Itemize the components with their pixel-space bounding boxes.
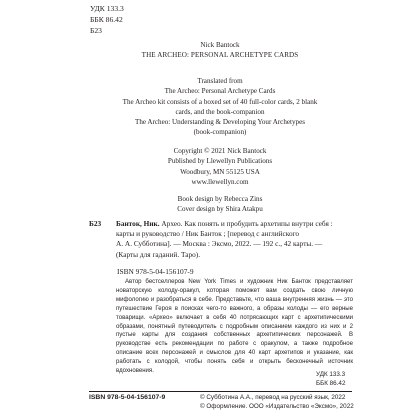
translation-note-line: The Archeo kit consists of a boxed set of 40 full-color cards, 2 blank <box>122 97 318 106</box>
original-title: THE ARCHEO: PERSONAL ARCHETYPE CARDS <box>141 51 299 60</box>
translation-note-line: cards, and the book-companion <box>175 107 265 116</box>
annotation <box>116 278 353 376</box>
footer-bbk: ББК 86.42 <box>316 379 346 387</box>
translation-note-line: The Archeo: Understanding & Developing Your Archetypes <box>134 118 306 127</box>
translation-copyright: © Субботина А.А., перевод на русский язык, 2022 <box>200 394 346 401</box>
translation-note-line: Translated from <box>197 77 243 85</box>
catalog-line: (Карты для гаданий. Таро). <box>116 249 201 259</box>
catalog-line: Археo. Как понять и пробудить архетипы внутри себя : <box>159 219 333 228</box>
catalog-code: Б23 <box>89 219 102 228</box>
website-line: www.llewellyn.com <box>191 177 249 186</box>
design-credits <box>90 194 350 215</box>
copyright-block <box>90 146 350 187</box>
design-copyright: © Оформление. ООО «Издательство «Эксмо», 2022 <box>200 402 354 410</box>
translation-notes <box>90 76 350 138</box>
address-line: Woodbury, MN 55125 USA <box>180 167 260 176</box>
classification-block <box>90 4 124 36</box>
translation-note-line: The Archeo: Personal Archetype Cards <box>164 87 276 96</box>
udk-code: УДК 133.3 <box>90 4 124 13</box>
footer-udk: УДК 133.3 <box>316 371 346 378</box>
catalog-line: карты и руководство / Ник Банток ; [перевод с английского <box>116 229 300 239</box>
annotation-text: Автор бестселлеров New York Times и художник Ник Банток представляет новаторскую колоду-оракул, которая поможет вам создать свою личную мифологию и разобраться в себе. Представьте, что ваша внутренняя жизнь — это путешествие Героя в поисках чего-то важного, а образы колоды — его верные товарищи. «Архео» включает в себя 40 потрясающих карт с архетипическими образами, понятный путеводитель с подробным описанием каждого из них и 2 пустые карты для создания собственных архетипических персонажей. В руководстве есть рекомендации по работе с оракулом, а также подробное описание всех персонажей и смыслов для 40 карт архетипов и указание, как работать с колодой, чтобы понять себя и открыть бесконечный источник вдохновения. <box>116 279 353 375</box>
footer-copyright <box>200 394 354 411</box>
copyright-line: Copyright © 2021 Nick Bantock <box>173 147 267 155</box>
catalog-author: Банток, Ник. <box>116 219 160 228</box>
footer-isbn: ISBN 978-5-04-156107-9 <box>89 394 166 401</box>
book-design-credit: Book design by Rebecca Zins <box>177 195 263 203</box>
bbk-code: ББК 86.42 <box>90 14 123 24</box>
author-sign: Б23 <box>90 25 102 35</box>
original-title-block <box>90 40 350 61</box>
publisher-line: Published by Llewellyn Publications <box>167 157 273 166</box>
original-author: Nick Bantock <box>200 41 240 49</box>
cover-design-credit: Cover design by Shira Atakpu <box>177 205 263 214</box>
catalog-isbn: ISBN 978-5-04-156107-9 <box>117 266 194 276</box>
translation-note-line: (book-companion) <box>193 128 247 137</box>
catalog-line: А. А. Субботина]. — Москва : Эксмо, 2022. — 192 с., 42 карты. — <box>116 239 323 249</box>
footer-classification <box>316 371 345 388</box>
footer-divider <box>89 391 352 392</box>
catalog-entry <box>116 219 350 277</box>
